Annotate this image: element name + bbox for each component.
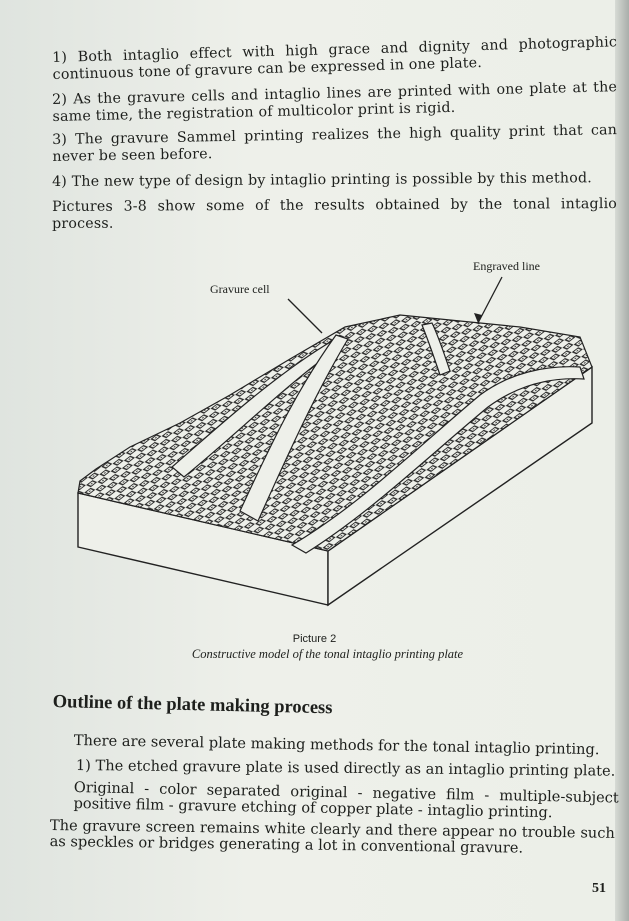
figure-caption-title: Picture 2 xyxy=(292,633,337,645)
section-paragraph-1: There are several plate making methods for the tonal intaglio printing. xyxy=(73,732,600,759)
figure-label-engraved-line: Engraved line xyxy=(473,259,540,273)
page-number: 51 xyxy=(592,881,606,896)
list-item-2: 2) As the gravure cells and intaglio lines are printed with one plate at the same time, the registration of multicolor print is rigid. xyxy=(52,79,618,125)
section-heading: Outline of the plate making process xyxy=(52,692,333,719)
leader-line-engraved-line xyxy=(478,277,502,323)
intaglio-plate-illustration xyxy=(60,255,620,615)
leader-line-gravure-cell xyxy=(288,299,322,333)
figure-label-gravure-cell: Gravure cell xyxy=(210,282,270,296)
pictures-note: Pictures 3-8 show some of the results obtained by the tonal intaglio process. xyxy=(52,196,618,232)
section-paragraph-4: The gravure screen remains white clearly and there appear no trouble such as speckles or bridges generating a lot in conventional gravure. xyxy=(49,817,615,857)
figure-caption: Constructive model of the tonal intaglio printing plate xyxy=(191,647,464,661)
list-item-4: 4) The new type of design by intaglio printing is possible by this method. xyxy=(52,170,593,190)
list-item-1: 1) Both intaglio effect with high grace and dignity and photographic continuous tone of gravure can be expressed in one plate. xyxy=(52,34,618,83)
section-paragraph-3: Original - color separated original - negative film - multiple-subject positive film - gravure etching of copper plate - intaglio printing. xyxy=(73,779,619,821)
list-item-3: 3) The gravure Sammel printing realizes the high quality print that can never be seen before. xyxy=(52,122,618,165)
section-paragraph-2: 1) The etched gravure plate is used directly as an intaglio printing plate. xyxy=(75,757,616,780)
